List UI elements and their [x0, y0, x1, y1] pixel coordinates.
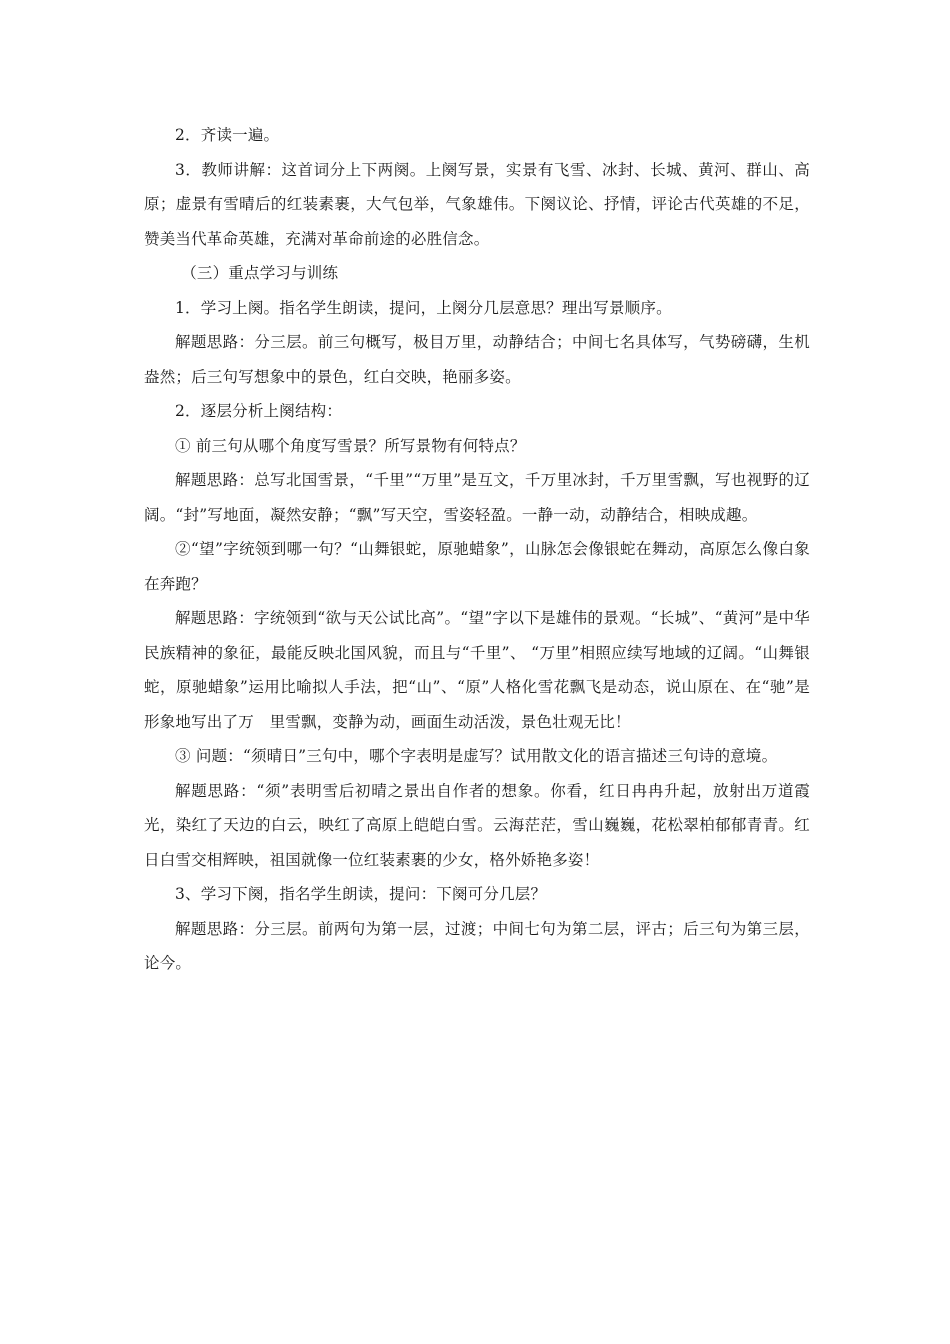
paragraph-study-first-stanza: 1．学习上阕。指名学生朗读，提问，上阕分几层意思？理出写景顺序。	[175, 298, 672, 317]
paragraph-analyze-structure: 2．逐层分析上阕结构：	[175, 402, 343, 420]
paragraph-question-3: ③ 问题：“须晴日”三句中，哪个字表明是虚写？试用散文化的语言描述三句诗的意境。	[175, 747, 778, 765]
paragraph-question-1: ① 前三句从哪个角度写雪景？所写景物有何特点？	[175, 436, 526, 455]
paragraph-teacher-explanation: 3．教师讲解：这首词分上下两阕。上阕写景，实景有飞雪、冰封、长城、黄河、群山、高原；虚景有雪晴后的红装素裹，大气包举，气象雄伟。下阕议论、抒情，评论古代英雄的不足，赞美当代革命英雄，充满对革命前途的必胜信念。	[144, 160, 810, 248]
paragraph-question-2: ②“望”字统领到哪一句？“山舞银蛇，原驰蜡象”，山脉怎会像银蛇在舞动，高原怎么像白象在奔跑？	[144, 540, 810, 593]
paragraph-answer-3: 解题思路：“须”表明雪后初晴之景出自作者的想象。你看，红日冉冉升起，放射出万道霞光，染红了天边的白云，映红了高原上皑皑白雪。云海茫茫，雪山巍巍，花松翠柏郁郁青青。红日白雪交相辉映，祖国就像一位红装素裹的少女，格外娇艳多姿！	[144, 781, 810, 869]
paragraph-answer-2: 解题思路：字统领到“欲与天公试比高”。“望”字以下是雄伟的景观。“长城”、“黄河”是中华民族精神的象征，最能反映北国风貌，而且与“千里”、 “万里”相照应续写地域的辽阔。“山舞银蛇，原驰蜡象”运用比喻拟人手法，把“山”、“原”人格化雪花飘飞是动态，说山原在、在“驰”是形象地写出了万 里雪飘，变静为动，画面生动活泼，景色壮观无比！	[144, 609, 810, 731]
paragraph-study-second-stanza: 3、学习下阕，指名学生朗读，提问：下阕可分几层？	[175, 885, 547, 903]
paragraph-answer-1: 解题思路：总写北国雪景，“千里”“万里”是互文，千万里冰封，千万里雪飘，写也视野的辽阔。“封”写地面，凝然安静；“飘”写天空，雪姿轻盈。一静一动，动静结合，相映成趣。	[144, 471, 810, 524]
paragraph-choral-reading: 2．齐读一遍。	[175, 126, 280, 144]
document-page	[144, 118, 810, 981]
section-heading-key-study: （三）重点学习与训练	[181, 264, 339, 282]
paragraph-answer-second-stanza: 解题思路：分三层。前两句为第一层，过渡；中间七句为第二层，评古；后三句为第三层，论今。	[144, 919, 810, 972]
paragraph-answer-three-layers: 解题思路：分三层。前三句概写，极目万里，动静结合；中间七名具体写，气势磅礴，生机盎然；后三句写想象中的景色，红白交映，艳丽多姿。	[144, 333, 810, 386]
